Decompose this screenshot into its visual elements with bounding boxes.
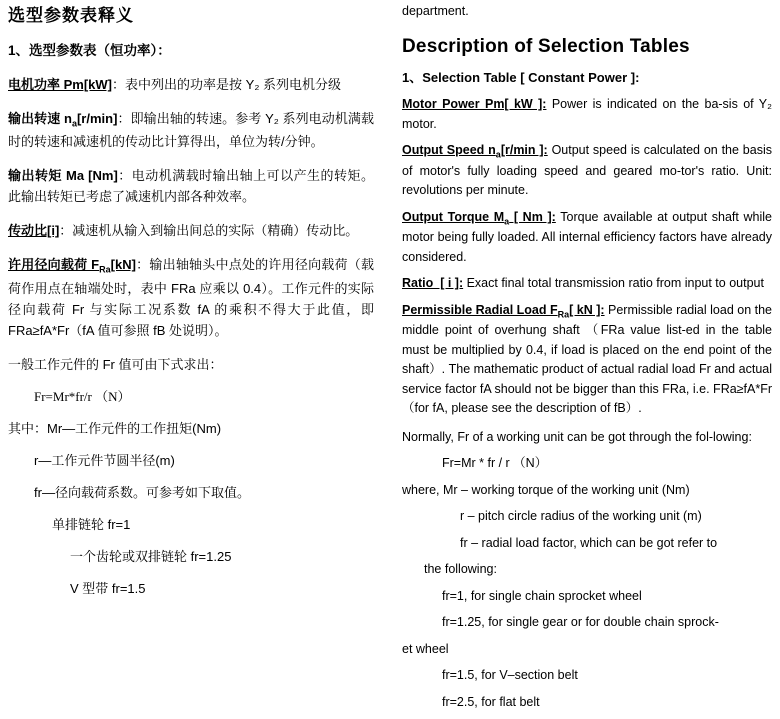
entry-text-ratio-cn: 减速机从输入到输出间总的实际（精确）传动比。	[72, 223, 359, 239]
term-ratio-en: Ratio [ i ]:	[402, 276, 464, 291]
entry-text-ratio-en: Exact final total transmission ratio from input to output	[463, 276, 764, 291]
term-output-speed-en: Output Speed $n_a[r/\min$ ]:	[402, 143, 548, 160]
where-r-en: r – pitch circle radius of the working unit (m)	[460, 509, 702, 524]
entry-text-radial-load-en: Permissible radial load on the middle point of overhung shaft （FRa value list-ed in the table must be multiplied by 0.4, if load is placed on the end point of the shaft）. The mathematic product of actual radial load Fr and actual service factor fA should not be bigger than this FRa, i.e. FRa≥fA*Fr （for fA, please see the description of fB）.	[402, 302, 772, 416]
where-mr-en: where, Mr – working torque of the working unit (Nm)	[402, 482, 690, 497]
entry-output-torque-en	[402, 208, 772, 268]
where-mr-cn: 其中：Mr—工作元件的工作扭矩(Nm)	[8, 420, 222, 436]
entry-text-output-speed-cn: 即输出轴的转速。参考 Y₂ 系列电动机满载时的转速和减速机的传动比计算得出，单位为转/分钟。	[8, 110, 374, 150]
entry-text-motor-power-cn: 表中列出的功率是按 Y₂ 系列电机分级	[125, 76, 341, 92]
fr-value-item-2-cn: 一个齿轮或双排链轮 fr=1.25	[70, 548, 232, 564]
section-heading-en: 1、Selection Table [ Constant Power ]:	[402, 70, 640, 86]
where-r-cn: r—工作元件节圆半径(m)	[34, 452, 175, 468]
right-column-english	[392, 0, 780, 719]
entry-text-output-torque-en: Torque available at output shaft while motor being fully loaded. All internal efficiency factors have already considered.	[402, 209, 772, 264]
entry-text-motor-power-en: Power is indicated on the ba-sis of Y₂ motor.	[402, 97, 772, 131]
term-sep: ：	[112, 76, 126, 92]
term-sep: ：	[117, 168, 132, 184]
fr-value-item-3-en: fr=1.5, for V–section belt	[442, 668, 578, 683]
term-sep: ：	[135, 257, 150, 273]
entry-motor-power-cn	[8, 74, 374, 95]
term-output-torque-cn: 输出转矩 Ma [Nm]	[8, 168, 118, 184]
where-fr-en: fr – radial load factor, which can be got refer to	[460, 535, 718, 550]
fr-value-item-4-en: fr=2.5, for flat belt	[442, 694, 540, 709]
normally-line-cn: 一般工作元件的 Fr 值可由下式求出：	[8, 356, 223, 372]
term-output-torque-en: Output Torque $M_a$ [ Nm ]:	[402, 209, 556, 227]
formula-cn: Fr=Mr*fr/r （N）	[34, 388, 131, 404]
term-ratio-cn: 传动比[i]	[8, 223, 60, 239]
term-motor-power-cn: 电机功率 Pm[kW]	[8, 76, 113, 92]
entry-text-radial-load-cn: 输出轴轴头中点处的许用径向载荷（载荷作用点在轴端处时，表中 FRa 应乘以 0.4）。工作元件的实际径向载荷 Fr 与实际工况系数 fA 的乘积不得大于此值，即 FRa≥fA*Fr（fA 值可参照 fB 处说明）。	[8, 257, 374, 338]
page-title-en: Description of Selection Tables	[402, 36, 690, 58]
fr-value-item-2-en: fr=1.25, for single gear or for double chain sprock-	[442, 615, 719, 630]
entry-text-output-speed-en: Output speed is calculated on the basis of motor's fully loading speed and geared mo-tor's ratio. Unit: revolutions per minute.	[402, 143, 772, 198]
where-fr-continued-en: the following:	[424, 562, 497, 577]
entry-radial-load-cn	[8, 254, 374, 340]
entry-ratio-cn	[8, 220, 374, 241]
top-fragment-en: department.	[402, 4, 469, 18]
where-fr-cn: fr—径向载荷系数。可参考如下取值。	[34, 484, 250, 500]
entry-output-speed-en	[402, 141, 772, 201]
normally-text-en: Normally, Fr of a working unit can be got through the fol-lowing:	[402, 429, 752, 444]
fr-value-item-3-cn: V 型带 fr=1.5	[70, 580, 146, 596]
fr-value-item-1-cn: 单排链轮 fr=1	[52, 516, 131, 532]
term-sep: ：	[59, 223, 73, 239]
section-heading-cn: 1、选型参数表（恒功率）：	[8, 43, 171, 59]
entry-radial-load-en	[402, 301, 772, 419]
entry-motor-power-en	[402, 95, 772, 134]
term-radial-load-en: Permissible Radial Load $F_{Ra}$[ kN ]:	[402, 302, 605, 320]
entry-output-speed-cn	[8, 108, 374, 152]
formula-en: Fr=Mr * fr / r （N）	[442, 456, 548, 471]
term-sep: ：	[117, 110, 131, 126]
fr-value-item-2-cont-en: et wheel	[402, 641, 449, 656]
term-radial-load-cn: 许用径向载荷 $F_{Ra}[kN]$	[8, 257, 136, 275]
fr-value-item-1-en: fr=1, for single chain sprocket wheel	[442, 588, 642, 603]
entry-output-torque-cn	[8, 165, 374, 207]
term-motor-power-en: Motor Power Pm[ kW ]:	[402, 97, 547, 112]
page-title-cn: 选型参数表释义	[8, 6, 134, 25]
entry-ratio-en	[402, 274, 772, 294]
term-output-speed-cn: 输出转速 $n_a[r/\min]$	[8, 110, 118, 129]
entry-text-output-torque-cn: 电动机满载时输出轴上可以产生的转矩。此输出转矩已考虑了减速机内部各种效率。	[8, 168, 374, 205]
